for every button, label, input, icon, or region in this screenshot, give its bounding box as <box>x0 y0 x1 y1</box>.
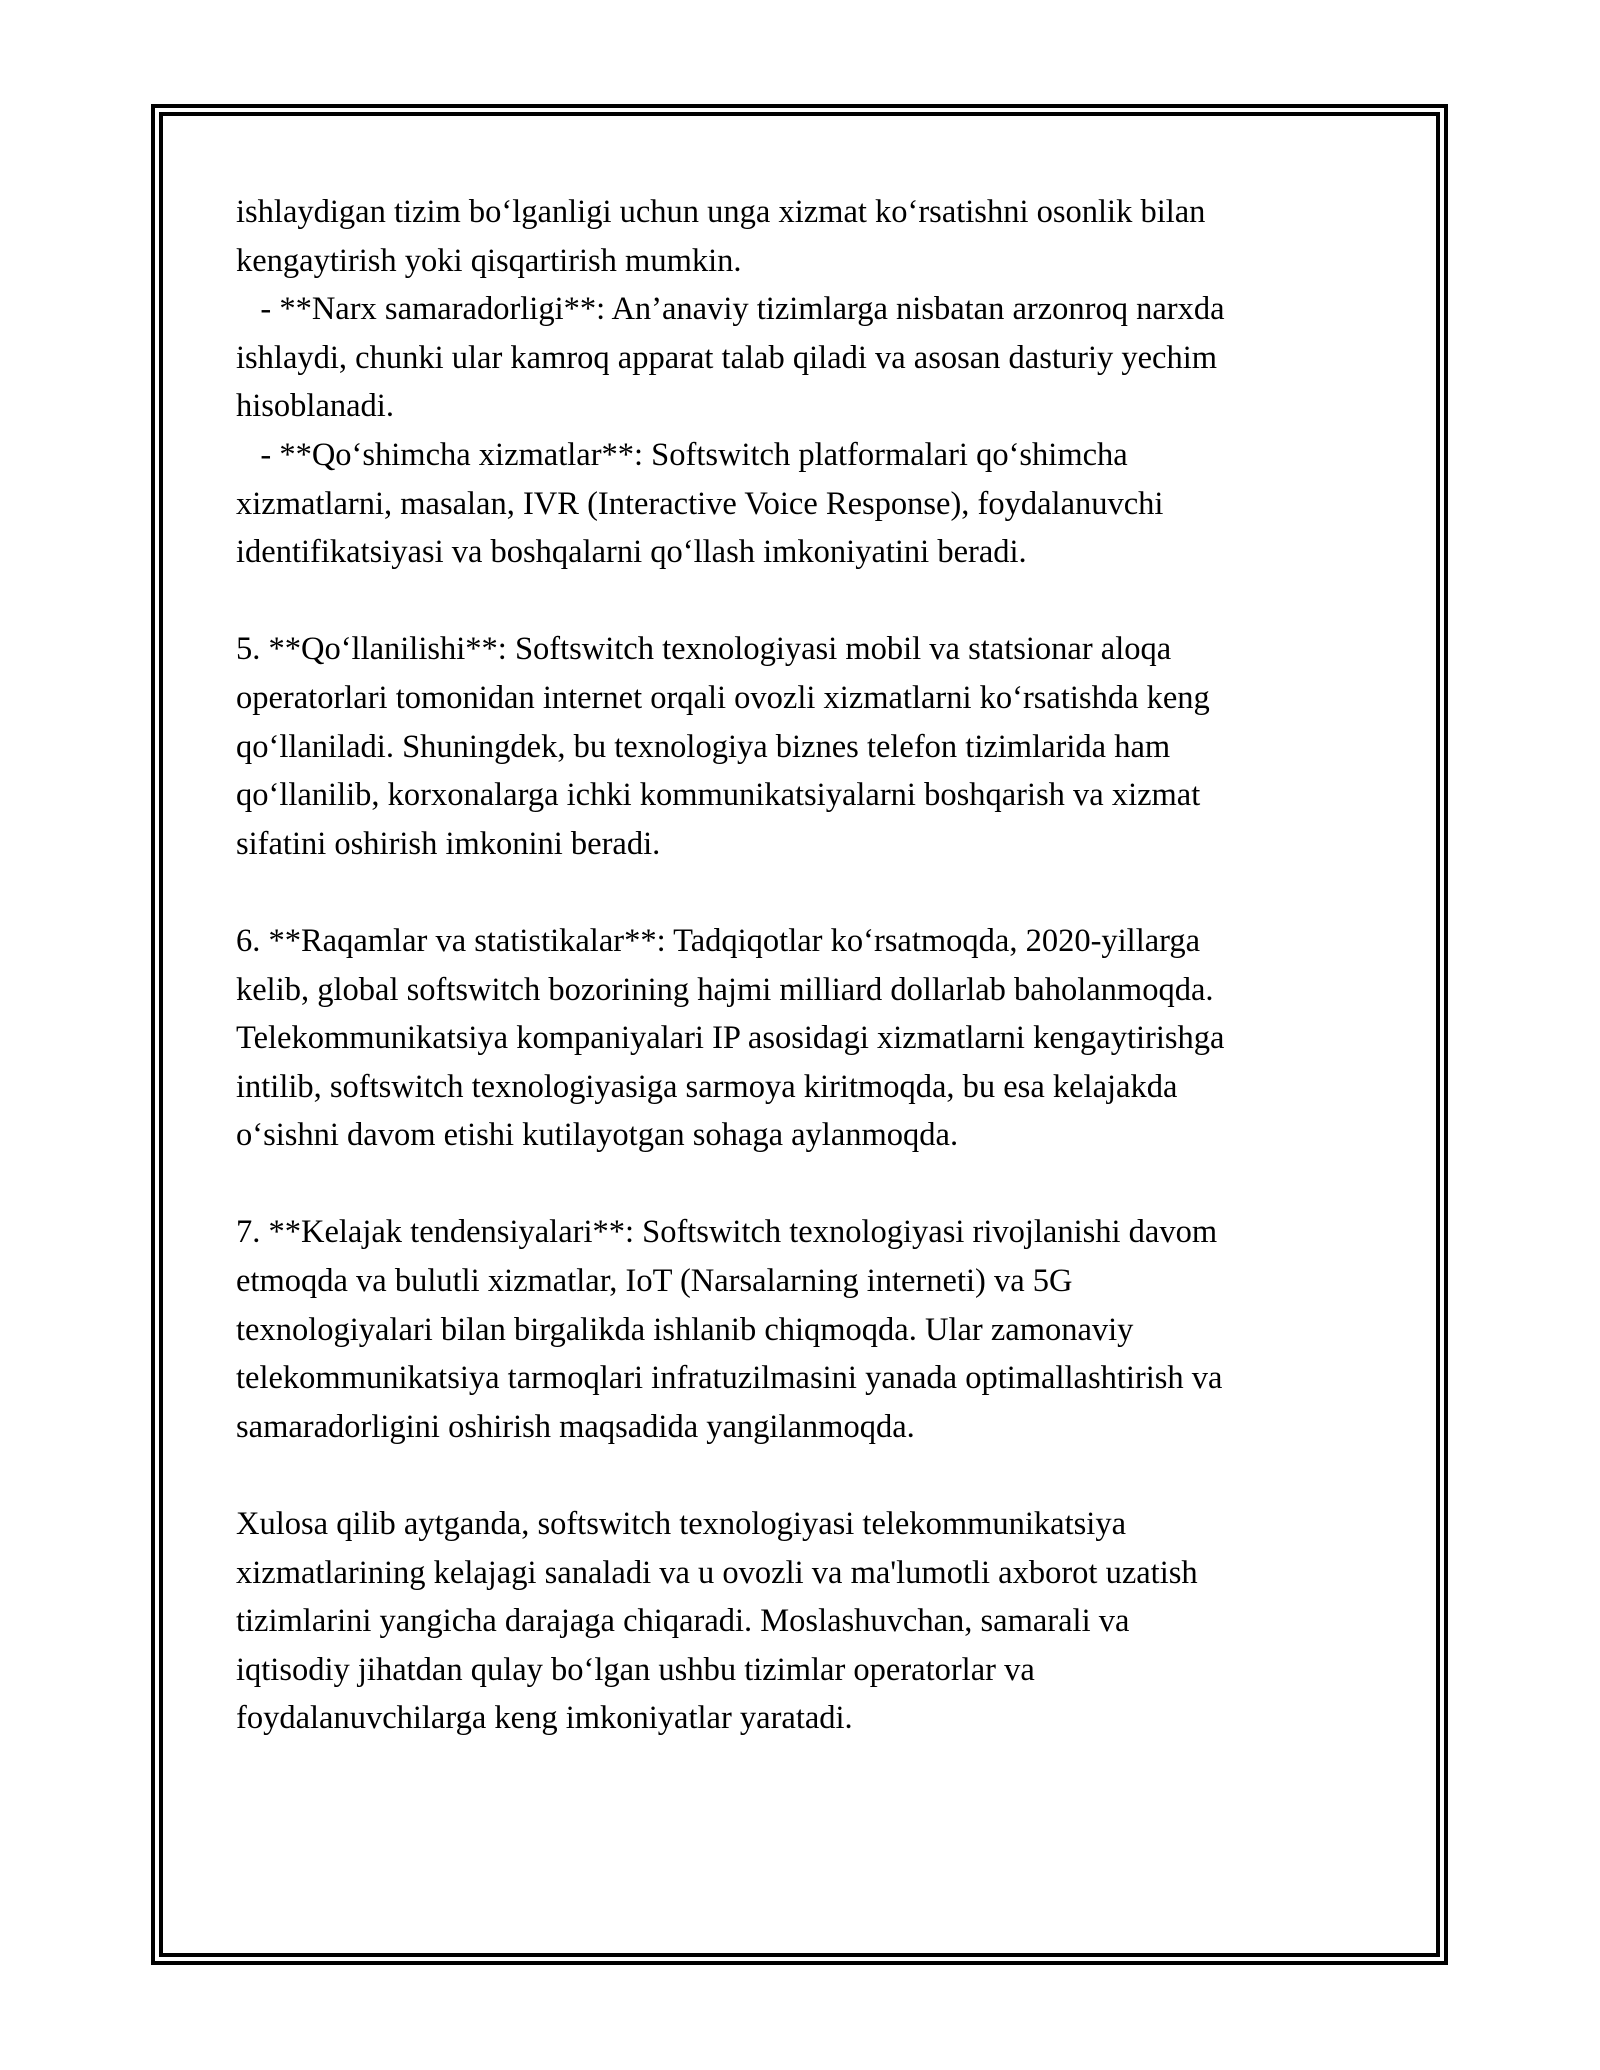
text-line: kelib, global softswitch bozorining hajmi milliard dollarlab baholanmoqda. <box>236 971 1214 1008</box>
text-line: foydalanuvchilarga keng imkoniyatlar yaratadi. <box>236 1700 853 1737</box>
text-line: - **Narx samaradorligi**: An’anaviy tizimlarga nisbatan arzonroq narxda <box>236 291 1225 328</box>
text-line: xizmatlarni, masalan, IVR (Interactive Voice Response), foydalanuvchi <box>236 485 1164 522</box>
section-7-kelajak <box>236 1208 1366 1451</box>
document-body <box>236 188 1366 1743</box>
paragraph-spacer <box>236 577 1366 626</box>
continuation-paragraph <box>236 188 1366 285</box>
text-line: identifikatsiyasi va boshqalarni qo‘llash imkoniyatini beradi. <box>236 534 1027 571</box>
bullet-narx-samaradorligi <box>236 285 1366 431</box>
text-line: texnologiyalari bilan birgalikda ishlanib chiqmoqda. Ular zamonaviy <box>236 1311 1134 1348</box>
text-line: hisoblanadi. <box>236 388 394 425</box>
conclusion-paragraph <box>236 1500 1366 1743</box>
text-line: telekommunikatsiya tarmoqlari infratuzilmasini yanada optimallashtirish va <box>236 1360 1223 1397</box>
text-line: Telekommunikatsiya kompaniyalari IP asosidagi xizmatlarni kengaytirishga <box>236 1020 1225 1057</box>
text-line: operatorlari tomonidan internet orqali ovozli xizmatlarni ko‘rsatishda keng <box>236 679 1210 716</box>
text-line: qo‘llanilib, korxonalarga ichki kommunikatsiyalarni boshqarish va xizmat <box>236 777 1201 814</box>
text-line: 6. **Raqamlar va statistikalar**: Tadqiqotlar ko‘rsatmoqda, 2020-yillarga <box>236 922 1201 959</box>
text-line: qo‘llaniladi. Shuningdek, bu texnologiya biznes telefon tizimlarida ham <box>236 728 1171 765</box>
paragraph-spacer <box>236 868 1366 917</box>
text-line: iqtisodiy jihatdan qulay bo‘lgan ushbu tizimlar operatorlar va <box>236 1651 1035 1688</box>
text-line: ishlaydi, chunki ular kamroq apparat talab qiladi va asosan dasturiy yechim <box>236 339 1218 376</box>
text-line: sifatini oshirish imkonini beradi. <box>236 825 661 862</box>
bullet-qoshimcha-xizmatlar <box>236 431 1366 577</box>
text-line: 7. **Kelajak tendensiyalari**: Softswitch texnologiyasi rivojlanishi davom <box>236 1214 1218 1251</box>
text-line: ishlaydigan tizim bo‘lganligi uchun unga xizmat ko‘rsatishni osonlik bilan <box>236 194 1206 230</box>
paragraph-spacer <box>236 1160 1366 1209</box>
text-line: tizimlarini yangicha darajaga chiqaradi. Moslashuvchan, samarali va <box>236 1603 1130 1640</box>
paragraph-spacer <box>236 1451 1366 1500</box>
text-line: Xulosa qilib aytganda, softswitch texnologiyasi telekommunikatsiya <box>236 1506 1126 1543</box>
text-line: intilib, softswitch texnologiyasiga sarmoya kiritmoqda, bu esa kelajakda <box>236 1068 1178 1105</box>
text-line: etmoqda va bulutli xizmatlar, IoT (Narsalarning interneti) va 5G <box>236 1263 1073 1300</box>
text-line: xizmatlarining kelajagi sanaladi va u ovozli va ma'lumotli axborot uzatish <box>236 1554 1198 1591</box>
section-6-raqamlar <box>236 917 1366 1160</box>
text-line: samaradorligini oshirish maqsadida yangilanmoqda. <box>236 1408 915 1445</box>
section-5-qollanilishi <box>236 625 1366 868</box>
text-line: o‘sishni davom etishi kutilayotgan sohaga aylanmoqda. <box>236 1117 959 1154</box>
text-line: 5. **Qo‘llanilishi**: Softswitch texnologiyasi mobil va statsionar aloqa <box>236 631 1172 668</box>
text-line: - **Qo‘shimcha xizmatlar**: Softswitch platformalari qo‘shimcha <box>236 436 1128 473</box>
text-line: kengaytirish yoki qisqartirish mumkin. <box>236 242 742 279</box>
